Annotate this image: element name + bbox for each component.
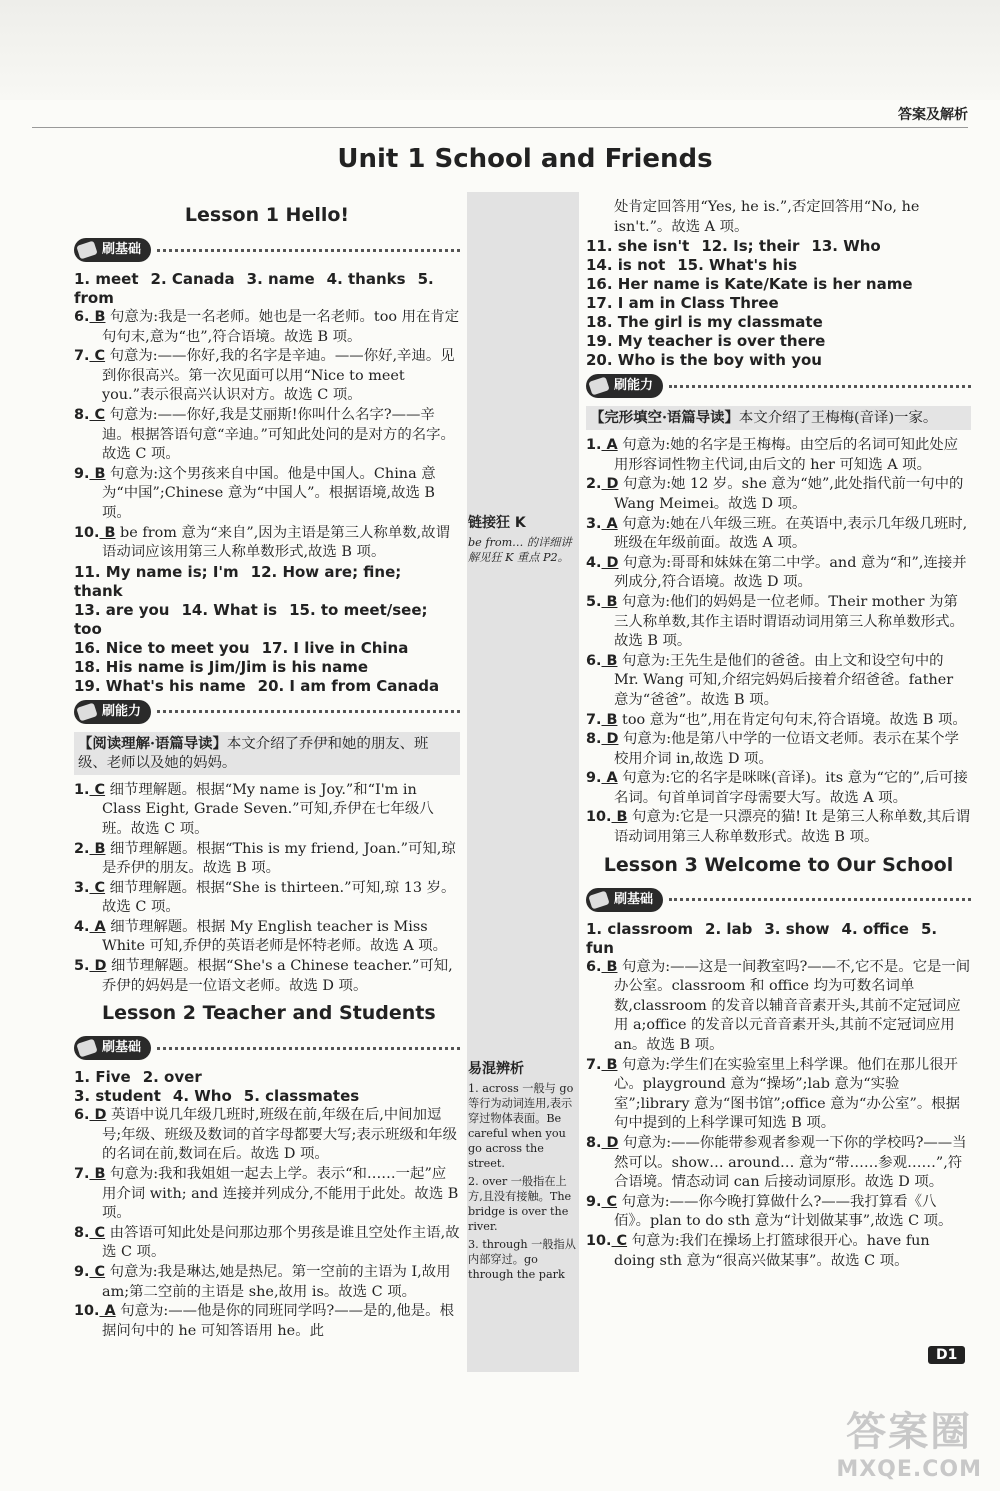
- confuse-item: 1. across 一般与 go 等行为动词连用,表示穿过物体表面。Be careful when you go across the street.: [468, 1082, 574, 1170]
- answer-text: 15. What's his: [677, 256, 798, 275]
- answer-text: 1. Five: [74, 1068, 131, 1087]
- cloze-items: [586, 436, 971, 847]
- item-key: A: [601, 515, 618, 532]
- answer-text: 14. What is: [181, 600, 278, 619]
- item-number: 10.: [74, 524, 100, 541]
- book-icon: [76, 1039, 97, 1058]
- item-key: D: [89, 1107, 107, 1124]
- badge-basic-2: 刷基础: [74, 1034, 460, 1062]
- answer-item: [586, 730, 971, 769]
- item-key: C: [89, 1264, 106, 1280]
- item-explanation: 句意为:——你今晚打算做什么?——我打算看《八佰》。plan to do sth 意为“计划做某事”,故选 C 项。: [614, 1193, 953, 1230]
- lesson-2-fill-2: [586, 237, 971, 370]
- answer-item: [586, 1193, 971, 1232]
- item-key: C: [89, 348, 106, 365]
- item-key: B: [601, 958, 618, 975]
- item-number: 9.: [586, 770, 602, 787]
- item-key: C: [89, 781, 106, 798]
- item-key: C: [601, 1193, 618, 1210]
- answer-row: [586, 275, 971, 294]
- answer-item: [74, 781, 460, 840]
- badge-ability-2: 刷能力: [586, 372, 971, 400]
- confuse-item: 2. over 一般指在上方,且没有接触。The bridge is over the river.: [468, 1175, 572, 1233]
- item-explanation: 细节理解题。根据 My English teacher is Miss White 可知,乔伊的英语老师是怀特老师。故选 A 项。: [102, 918, 448, 955]
- item-number: 6.: [74, 1107, 90, 1124]
- item-explanation: 句意为:他是第八中学的一位语文老师。表示在某个学校用介词 in,故选 D 项。: [614, 731, 959, 767]
- item-key: B: [601, 1056, 618, 1073]
- answer-row: [586, 920, 971, 958]
- item-key: D: [89, 958, 107, 975]
- answer-text: 2. over: [142, 1068, 202, 1087]
- confuse-item: 3. through 一般指从内部穿过。go through the park: [468, 1238, 576, 1281]
- lesson-2-items: [74, 1106, 460, 1341]
- item-number: 10.: [586, 809, 612, 826]
- item-explanation: 句意为:它是一只漂亮的猫! It 是第三人称单数,其后谓语动词用第三人称单数形式。故选 B 项。: [614, 809, 971, 846]
- item-key: B: [601, 652, 618, 669]
- item-explanation: 句意为:——你好,我是艾丽斯!你叫什么名字?——辛迪。根据答语句意“辛迪。”可知此处问的是对方的名字。故选 C 项。: [102, 406, 455, 463]
- answer-item: [74, 524, 460, 563]
- answer-text: 2. Canada: [150, 270, 235, 288]
- item-explanation: 句意为:哥哥和妹妹在第二中学。and 意为“和”,连接并列成分,符合语境。故选 D 项。: [614, 554, 967, 591]
- answer-text: 12. How are; fine; thank: [74, 562, 402, 600]
- item-number: 1.: [586, 437, 602, 454]
- item-number: 9.: [74, 465, 90, 482]
- answer-item: [586, 554, 971, 593]
- answer-text: 1. meet: [74, 270, 139, 288]
- answer-item: [586, 652, 971, 711]
- item-number: 5.: [586, 593, 602, 610]
- item-key: A: [601, 437, 618, 454]
- item-key: B: [89, 840, 106, 857]
- item-explanation: 句意为:——你好,我的名字是辛迪。——你好,辛迪。见到你很高兴。第一次见面可以用“Nice to meet you.”表示很高兴认识对方。故选 C 项。: [102, 348, 455, 404]
- book-icon: [588, 890, 609, 909]
- lesson-3-items: [586, 958, 971, 1272]
- answer-text: 4. Who: [172, 1087, 232, 1106]
- item-number: 3.: [586, 515, 602, 532]
- item-key: B: [89, 309, 106, 325]
- answer-item: [74, 918, 460, 957]
- item-number: 9.: [586, 1193, 602, 1210]
- item-number: 7.: [586, 711, 602, 728]
- item-number: 6.: [586, 958, 602, 975]
- right-column: [586, 198, 971, 1271]
- item-explanation: 细节理解题。根据“This is my friend, Joan.”可知,琼是乔伊的朋友。故选 B 项。: [102, 840, 456, 877]
- item-number: 8.: [586, 1135, 602, 1151]
- header-rule: [32, 127, 968, 128]
- item-explanation: 句意为:我们在操场上打篮球很开心。have fun doing sth 意为“很高兴做某事”。故选 C 项。: [614, 1232, 930, 1269]
- answer-item: [74, 840, 460, 879]
- item-number: 7.: [586, 1056, 602, 1073]
- answer-text: 19. What's his name: [74, 676, 246, 695]
- cloze-guide: 【完形填空·语篇导读】本文介绍了王梅梅(音译)一家。: [586, 406, 971, 430]
- item-key: B: [611, 809, 628, 826]
- book-icon: [588, 377, 609, 396]
- answer-row: [74, 563, 460, 601]
- item-explanation: 句意为:——他是你的同班同学吗?——是的,他是。根据问句中的 he 可知答语用 he。此: [102, 1303, 454, 1339]
- reading-items: [74, 781, 460, 997]
- link-title: 链接狂 K: [468, 515, 526, 531]
- item-explanation: 句意为:学生们在实验室里上科学课。他们在那儿很开心。playground 意为“操场”;lab 意为“实验室”;library 意为“图书馆”;office 意为“办公室”。根据句中提到的上科学课可知选 B 项。: [614, 1056, 961, 1132]
- answer-text: 20. I am from Canada: [257, 676, 440, 695]
- item-key: A: [89, 918, 106, 935]
- item-explanation: 句意为:这个男孩来自中国。他是中国人。China 意为“中国”;Chinese 意为“中国人”。根据语境,故选 B 项。: [102, 465, 436, 521]
- answer-item: [74, 1106, 460, 1165]
- item-explanation: be from 意为“来自”,因为主语是第三人称单数,故谓语动词应该用第三人称单数形式,故选 B 项。: [102, 524, 450, 561]
- item-key: D: [601, 1135, 619, 1151]
- answer-text: 19. My teacher is over there: [586, 332, 826, 351]
- lesson-1-items: [74, 308, 460, 563]
- reading-guide: 【阅读理解·语篇导读】本文介绍了乔伊和她的朋友、班级、老师以及她的妈妈。: [74, 732, 460, 775]
- lesson-1-fill: [74, 270, 460, 308]
- lesson-2-fill: [74, 1068, 460, 1106]
- answer-text: 17. I live in China: [261, 638, 409, 657]
- answer-text: 14. is not: [586, 256, 666, 275]
- answer-text: 20. Who is the boy with you: [586, 351, 822, 370]
- answer-text: 2. lab: [705, 919, 753, 938]
- answer-item: [74, 879, 460, 918]
- item-number: 4.: [74, 918, 90, 935]
- item-explanation: 句意为:——你能带参观者参观一下你的学校吗?——当然可以。show… around… 意为“带……参观……”,符合语境。情态动词 can 后接动词原形。故选 D 项。: [614, 1135, 967, 1191]
- lesson-2-title: Lesson 2 Teacher and Students: [102, 1002, 436, 1025]
- item-explanation: 英语中说几年级几班时,班级在前,年级在后,中间加逗号;年级、班级及数词的首字母都要大写;表示班级和年级的名词在前,数词在后。故选 D 项。: [102, 1107, 458, 1163]
- item-key: C: [89, 406, 106, 423]
- answer-text: 5. fun: [586, 919, 938, 957]
- answer-item: [74, 465, 460, 524]
- answer-item: [74, 347, 460, 406]
- answer-item: [74, 957, 460, 996]
- answer-row: [586, 256, 971, 275]
- answer-text: 16. Her name is Kate/Kate is her name: [586, 275, 913, 294]
- item-key: D: [601, 476, 619, 493]
- item-number: 6.: [586, 652, 602, 669]
- item-number: 5.: [74, 958, 90, 975]
- item-key: B: [89, 465, 106, 482]
- lesson-1-fill-2: [74, 563, 460, 696]
- answer-text: 1. classroom: [586, 919, 694, 938]
- item-explanation: 句意为:我和我姐姐一起去上学。表示“和……一起”应用介词 with; and 连接并列成分,不能用于此处。故选 B 项。: [102, 1166, 459, 1222]
- answer-text: 12. Is; their: [701, 237, 800, 256]
- page-number: D1: [928, 1346, 965, 1364]
- answer-text: 3. name: [246, 270, 315, 288]
- answer-row: [586, 351, 971, 370]
- answer-text: 5. from: [74, 270, 434, 307]
- sidebar-link-box: [468, 516, 578, 565]
- watermark: [836, 1400, 982, 1482]
- answer-item: [586, 711, 971, 731]
- link-body: be from… 的详细讲解见狂 K 重点 P2。: [468, 536, 572, 564]
- item-key: C: [89, 879, 106, 896]
- answer-row: [74, 677, 460, 696]
- item-number: 7.: [74, 1166, 90, 1183]
- lesson-3-fill: [586, 920, 971, 958]
- answer-text: 11. My name is; I'm: [74, 562, 239, 581]
- answer-item: [586, 769, 971, 808]
- item-explanation: 句意为:她在八年级三班。在英语中,表示几年级几班时,班级在年级前面。故选 A 项。: [614, 515, 968, 552]
- item-explanation: 句意为:我是一名老师。她也是一名老师。too 用在肯定句句末,意为“也”,符合语境。故选 B 项。: [102, 309, 460, 345]
- answer-item: [586, 436, 971, 475]
- answer-row: [586, 294, 971, 313]
- continued-text: 处肯定回答用“Yes, he is.”,否定回答用“No, he isn't.”。故选 A 项。: [614, 199, 920, 235]
- answer-item: [74, 1224, 460, 1263]
- item-number: 3.: [74, 879, 90, 896]
- item-number: 10.: [74, 1303, 100, 1320]
- answer-item: [74, 406, 460, 465]
- answer-item: [74, 1302, 460, 1341]
- answer-item: [586, 515, 971, 554]
- answer-item: [586, 1056, 971, 1134]
- answer-row: [586, 332, 971, 351]
- item-key: B: [89, 1166, 106, 1183]
- badge-basic-3: 刷基础: [586, 886, 971, 914]
- item-explanation: 由答语可知此处是问那边那个男孩是谁且空处作主语,故选 C 项。: [102, 1224, 460, 1261]
- item-number: 7.: [74, 348, 90, 365]
- item-number: 6.: [74, 309, 90, 325]
- item-explanation: 句意为:——这是一间教室吗?——不,它不是。它是一间办公室。classroom 和 office 均为可数名词单数,classroom 的发音以辅音音素开头,其前不定冠词应用 a;office 的发音以元音音素开头,其前不定冠词应用 an。故选 B 项。: [614, 958, 971, 1054]
- item-explanation: 句意为:他们的妈妈是一位老师。Their mother 为第三人称单数,其作主语时谓语动词用第三人称单数形式。故选 B 项。: [614, 593, 964, 650]
- item-explanation: 句意为:我是琳达,她是热尼。第一空前的主语为 I,故用 am;第二空前的主语是 she,故用 is。故选 C 项。: [102, 1264, 451, 1300]
- item-key: B: [99, 524, 116, 541]
- lesson-3-title: Lesson 3 Welcome to Our School: [603, 853, 954, 876]
- item-key: A: [601, 770, 618, 787]
- confuse-title: 易混辨析: [468, 1061, 524, 1077]
- item-number: 8.: [74, 1224, 90, 1241]
- answer-item: [74, 1263, 460, 1302]
- answer-item: [74, 1165, 460, 1224]
- item-explanation: 句意为:它的名字是咪咪(音译)。its 意为“它的”,后可接名词。句首单词首字母需要大写。故选 A 项。: [614, 770, 968, 806]
- unit-title: Unit 1 School and Friends: [337, 144, 713, 174]
- header-label: 答案及解析: [898, 107, 968, 123]
- item-number: 8.: [74, 406, 90, 423]
- answer-text: 18. The girl is my classmate: [586, 313, 823, 332]
- item-explanation: 句意为:她 12 岁。she 意为“她”,此处指代前一句中的 Wang Meimei。故选 D 项。: [614, 476, 964, 512]
- scan-shadow: [0, 0, 1000, 100]
- answer-text: 3. show: [764, 919, 830, 938]
- answer-row: [586, 237, 971, 256]
- item-number: 4.: [586, 554, 602, 571]
- watermark-small: MXQE.COM: [836, 1457, 982, 1482]
- answer-item: [586, 1232, 971, 1271]
- answer-text: 5. classmates: [243, 1087, 360, 1106]
- answer-row: [74, 639, 460, 658]
- item-key: C: [611, 1232, 628, 1249]
- item-explanation: 句意为:她的名字是王梅梅。由空后的名词可知此处应用形容词性物主代词,由后文的 her 可知选 A 项。: [614, 437, 959, 473]
- item-key: C: [89, 1224, 106, 1241]
- item-key: B: [601, 711, 618, 728]
- answer-row: [74, 658, 460, 677]
- item-key: D: [601, 731, 619, 748]
- book-icon: [76, 241, 97, 260]
- answer-item: [586, 593, 971, 652]
- confuse-list: [468, 1081, 578, 1282]
- answer-item: [586, 1134, 971, 1193]
- item-number: 8.: [586, 731, 602, 748]
- answer-text: 15. to meet/see; too: [74, 600, 428, 638]
- item-number: 2.: [74, 840, 90, 857]
- answer-text: 13. are you: [74, 600, 170, 619]
- answer-row: [74, 1087, 460, 1106]
- watermark-big: 答案圈: [846, 1409, 973, 1455]
- answer-text: 11. she isn't: [586, 237, 690, 256]
- answer-item: [586, 808, 971, 847]
- answer-item: [586, 958, 971, 1056]
- item-explanation: 句意为:王先生是他们的爸爸。由上文和设空句中的 Mr. Wang 可知,介绍完妈妈后接着介绍爸爸。father 意为“爸爸”。故选 B 项。: [614, 652, 954, 708]
- item-number: 1.: [74, 781, 90, 798]
- lesson-1-title: Lesson 1 Hello!: [184, 204, 350, 226]
- answer-text: 4. thanks: [326, 270, 406, 288]
- item-explanation: 细节理解题。根据“She is thirteen.”可知,琼 13 岁。故选 C 项。: [102, 879, 456, 916]
- answer-item: [586, 475, 971, 514]
- answer-text: 17. I am in Class Three: [586, 294, 779, 313]
- item-key: A: [99, 1303, 116, 1320]
- left-column: [74, 198, 460, 1341]
- answer-text: 4. office: [841, 919, 909, 938]
- item-number: 10.: [586, 1232, 612, 1249]
- answer-text: 3. student: [74, 1087, 161, 1106]
- answer-text: 13. Who: [811, 237, 881, 256]
- answer-item: [74, 308, 460, 347]
- badge-basic: 刷基础: [74, 236, 460, 264]
- answer-text: 18. His name is Jim/Jim is his name: [74, 657, 369, 676]
- answer-text: 16. Nice to meet you: [74, 638, 250, 657]
- answer-row: [74, 601, 460, 639]
- item-key: B: [601, 593, 618, 610]
- answer-row: [586, 313, 971, 332]
- item-key: D: [601, 554, 619, 571]
- book-icon: [76, 702, 97, 721]
- item-explanation: too 意为“也”,用在肯定句句末,符合语境。故选 B 项。: [617, 711, 967, 728]
- badge-ability: 刷能力: [74, 698, 460, 726]
- item-explanation: 细节理解题。根据“My name is Joy.”和“I'm in Class Eight, Grade Seven.”可知,乔伊在七年级八班。故选 C 项。: [102, 781, 434, 837]
- item-number: 9.: [74, 1264, 90, 1280]
- item-number: 2.: [586, 476, 602, 493]
- item-explanation: 细节理解题。根据“She's a Chinese teacher.”可知,乔伊的妈妈是一位语文老师。故选 D 项。: [102, 958, 453, 994]
- answer-row: [74, 1068, 460, 1087]
- answer-row: [74, 270, 460, 308]
- sidebar-confuse-box: [468, 1062, 578, 1285]
